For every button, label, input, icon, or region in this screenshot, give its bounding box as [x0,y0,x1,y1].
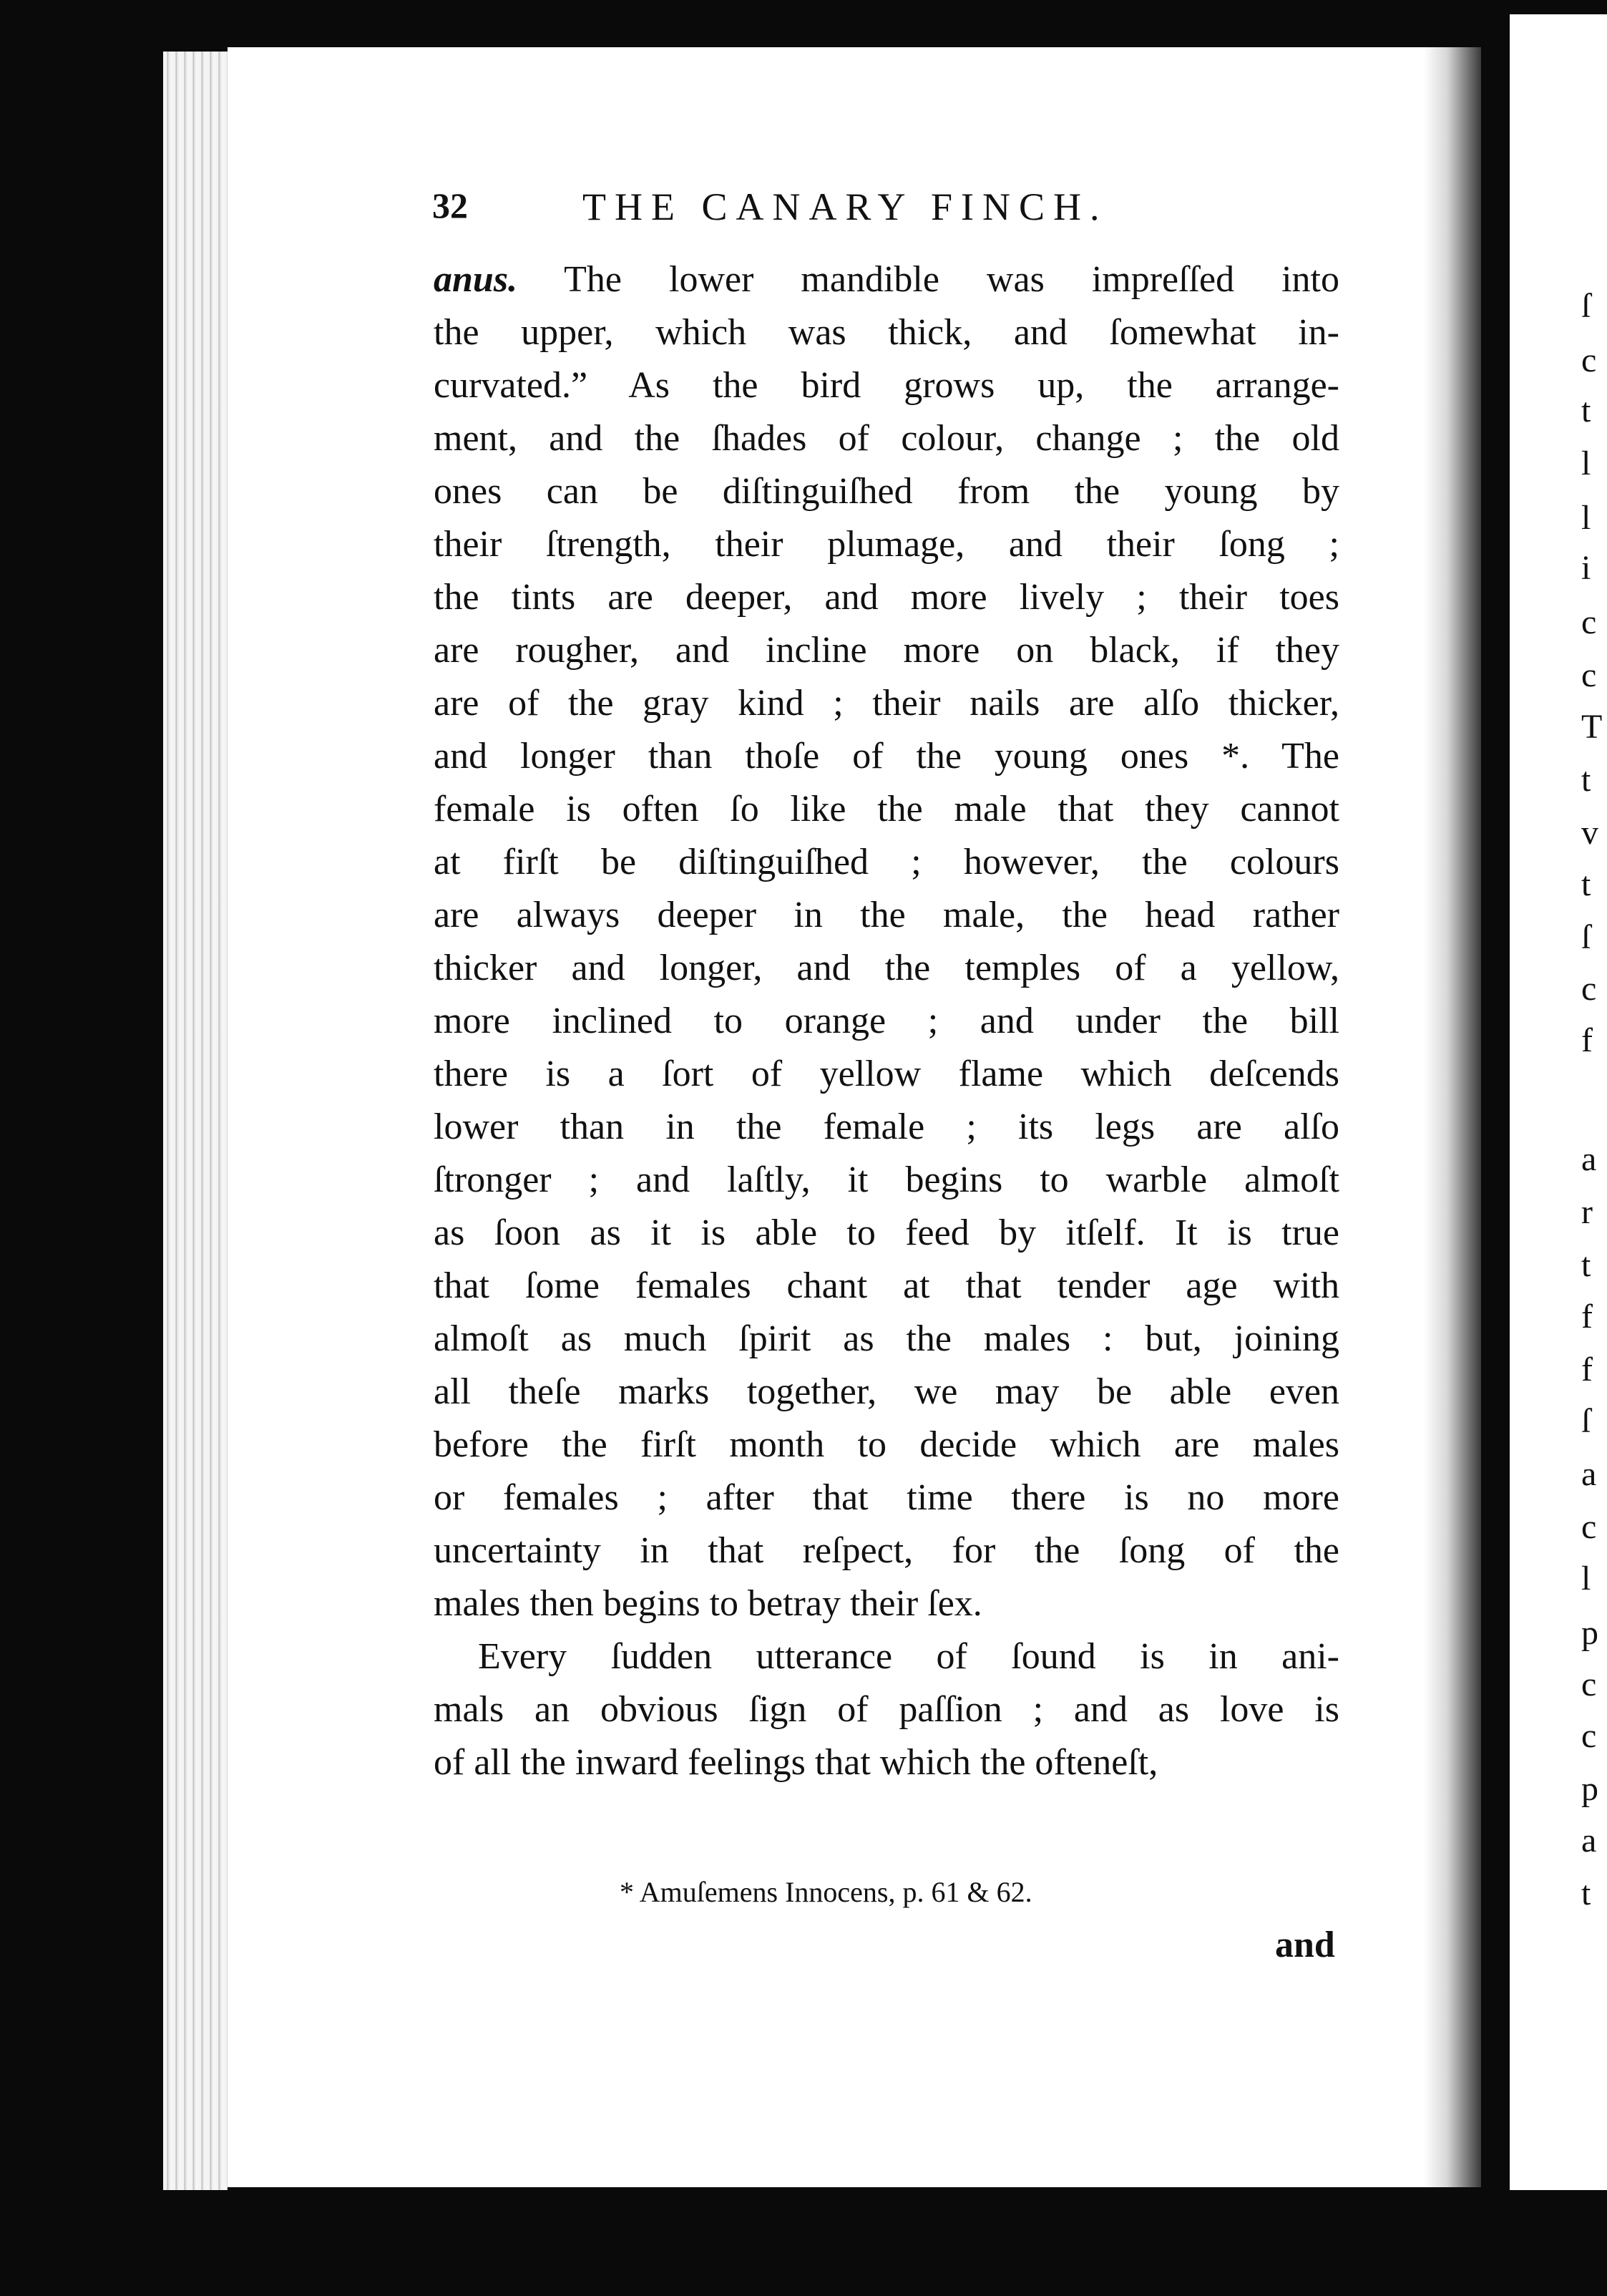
text-line [434,253,1339,306]
facing-page-fragment: p [1581,1770,1598,1808]
facing-page-fragment: c [1581,1717,1597,1755]
line-text: female is often ſo like the male that they cannot [434,789,1339,830]
facing-page-fragment: c [1581,1508,1597,1546]
text-line [434,1683,1339,1736]
text-line [434,571,1339,624]
text-line [434,730,1339,783]
line-text: almoſt as much ſpirit as the males : but, joining [434,1318,1339,1359]
line-text: The lower mandible was impreſſed into [517,259,1339,300]
text-line [434,1260,1339,1313]
scan-bottom-band [0,2190,1607,2296]
line-text: are of the gray kind ; their nails are alſo thicker, [434,683,1339,724]
text-line [434,677,1339,730]
line-text: or females ; after that time there is no more [434,1477,1339,1518]
facing-page-fragment: ſ [1581,918,1591,956]
line-text: lower than in the female ; its legs are alſo [434,1106,1339,1147]
line-text: ones can be diſtinguiſhed from the young by [434,471,1339,512]
text-line [434,465,1339,518]
facing-page-fragment: c [1581,341,1597,379]
line-text: as ſoon as it is able to feed by itſelf. It is true [434,1212,1339,1253]
text-line [434,1154,1339,1207]
facing-page-fragment: t [1581,391,1591,429]
text-line [434,518,1339,571]
facing-page-fragment: v [1581,814,1598,852]
text-line [434,889,1339,942]
facing-page-fragment: t [1581,1874,1591,1912]
line-text: there is a ſort of yellow flame which deſcends [434,1054,1339,1094]
text-line [434,783,1339,836]
line-text: ment, and the ſhades of colour, change ; the old [434,418,1339,459]
italic-lead-word: anus. [434,259,518,300]
text-line [434,1313,1339,1366]
line-text: that ſome females chant at that tender age with [434,1265,1339,1306]
line-text: ſtronger ; and laſtly, it begins to warble almoſt [434,1159,1339,1200]
text-line [434,1577,1339,1630]
facing-page-fragment: l [1581,444,1591,482]
text-line [434,1048,1339,1101]
facing-page-fragment: a [1581,1455,1597,1493]
text-line [434,412,1339,465]
paragraph [434,253,1339,1630]
line-text: their ſtrength, their plumage, and their ſong ; [434,524,1339,565]
binding-shadow [86,57,165,2190]
line-text: of all the inward feelings that which the ofteneſt, [434,1742,1158,1783]
text-line [434,1630,1339,1683]
running-head: THE CANARY FINCH. [582,185,1108,228]
facing-page-fragment: ſ [1581,287,1591,325]
line-text: at firſt be diſtinguiſhed ; however, the colours [434,842,1339,882]
facing-page-fragment: c [1581,970,1597,1008]
facing-page-fragment: c [1581,656,1597,694]
facing-page-fragment: a [1581,1821,1597,1859]
text-line [434,836,1339,889]
page-number: 32 [432,185,468,225]
text-line [434,942,1339,995]
line-text: are always deeper in the male, the head rather [434,895,1339,935]
line-text: the tints are deeper, and more lively ; their toes [434,577,1339,618]
facing-page-fragment: a [1581,1140,1597,1178]
page-gutter-shadow [1424,47,1481,2187]
text-line [434,1736,1339,1789]
line-text: before the firſt month to decide which are males [434,1424,1339,1465]
line-text: and longer than thoſe of the young ones *. The [434,736,1339,777]
text-line [434,306,1339,359]
facing-page-fragment: t [1581,761,1591,799]
paragraph [434,1630,1339,1789]
facing-page-fragment: f [1581,1298,1593,1336]
facing-page-fragment: r [1581,1193,1593,1231]
line-text: more inclined to orange ; and under the bill [434,1001,1339,1041]
text-line [434,1472,1339,1524]
line-text: are rougher, and incline more on black, if they [434,630,1339,671]
text-line [434,624,1339,677]
line-text: uncertainty in that reſpect, for the ſong of the [434,1530,1339,1571]
line-text: mals an obvious ſign of paſſion ; and as love is [434,1689,1339,1730]
line-text: curvated.” As the bird grows up, the arrange- [434,365,1339,406]
text-line [434,1524,1339,1577]
facing-page-fragment: ſ [1581,1402,1591,1440]
facing-page-fragment: T [1581,708,1603,746]
line-text: thicker and longer, and the temples of a yellow, [434,948,1339,988]
footnote: * Amuſemens Innocens, p. 61 & 62. [620,1876,1032,1908]
text-line [434,1366,1339,1419]
catchword: and [1275,1925,1335,1965]
facing-page-fragment: f [1581,1021,1593,1059]
facing-page-fragment: c [1581,1665,1597,1703]
text-line [434,1207,1339,1260]
line-text: males then begins to betray their ſex. [434,1583,982,1624]
facing-page-fragment: i [1581,549,1591,587]
facing-page-fragment: t [1581,1246,1591,1284]
line-text: the upper, which was thick, and ſomewhat in- [434,312,1339,353]
stacked-page-edges [163,52,228,2192]
page-header [432,185,1352,235]
line-text: all theſe marks together, we may be able even [434,1371,1339,1412]
body-text [434,253,1339,1789]
text-line [434,995,1339,1048]
text-line [434,1419,1339,1472]
facing-page-fragment: c [1581,603,1597,641]
text-line [434,359,1339,412]
line-text: Every ſudden utterance of ſound is in ani- [478,1636,1339,1677]
facing-page-fragment: p [1581,1614,1598,1652]
facing-page-fragment: l [1581,1560,1591,1597]
text-line [434,1101,1339,1154]
facing-page-fragment: l [1581,499,1591,537]
facing-page-fragment: f [1581,1351,1593,1388]
facing-page-fragment: t [1581,865,1591,903]
